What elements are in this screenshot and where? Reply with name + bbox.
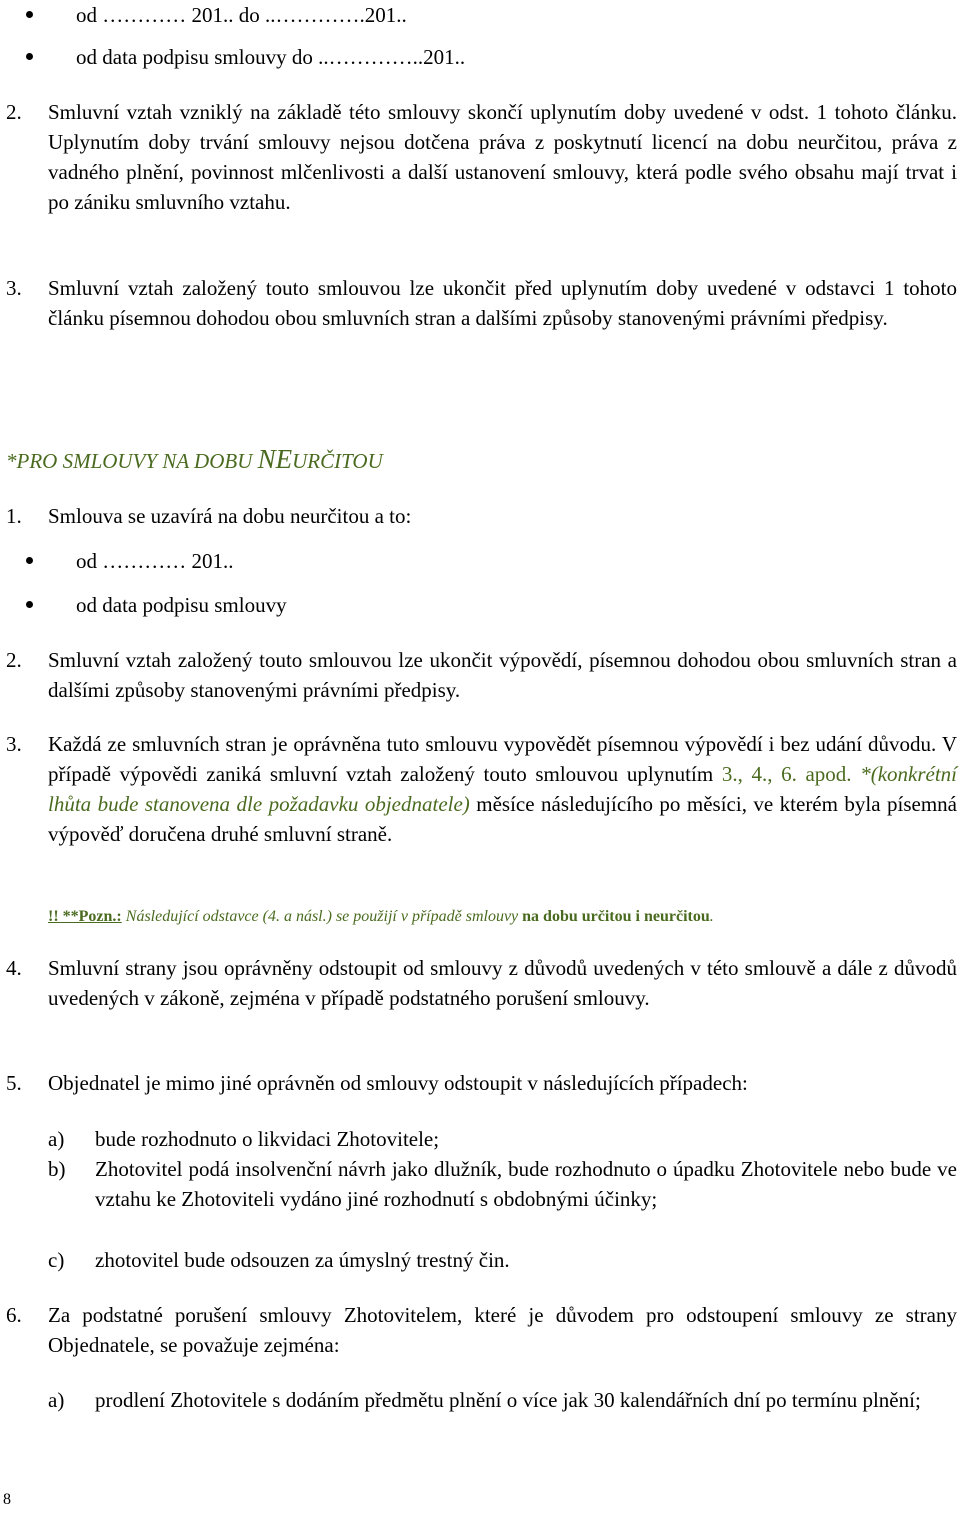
note: !! **Pozn.: Následující odstavce (4. a násl.) se použijí v případě smlouvy na dobu určitou i neurčitou. [48, 908, 714, 925]
paragraph-number: 4. [6, 956, 22, 980]
paragraph-number: 2. [6, 100, 22, 124]
list-item-label: b) [48, 1157, 66, 1181]
bullet-dot-icon [26, 53, 33, 60]
bullet-dot-icon [26, 601, 33, 608]
bullet-text: od ………… 201.. [76, 549, 234, 573]
paragraph-text: Smluvní vztah založený touto smlouvou lze ukončit výpovědí, písemnou dohodou obou smluvních stran a dalšími způsoby stanovenými právními předpisy. [48, 648, 957, 702]
bullet-text: od ………… 201.. do ..………….201.. [76, 3, 407, 27]
paragraph-text: Smluvní vztah založený touto smlouvou lze ukončit před uplynutím doby uvedené v odstavci 1 tohoto článku písemnou dohodou obou smluvních stran a dalšími způsoby stanovenými právními předpisy. [48, 276, 957, 330]
bullet-text: od data podpisu smlouvy do ..…………..201.. [76, 45, 466, 69]
bullet-text: od data podpisu smlouvy [76, 593, 287, 617]
bullet-item [0, 546, 960, 576]
list-item-text: zhotovitel bude odsouzen za úmyslný trestný čin. [95, 1248, 510, 1272]
paragraph-number: 6. [6, 1303, 22, 1327]
list-item-text: Zhotovitel podá insolvenční návrh jako dlužník, bude rozhodnuto o úpadku Zhotovitele nebo bude ve vztahu ke Zhotoviteli vydáno jiné rozhodnutí s obdobnými účinky; [95, 1157, 957, 1211]
bullet-item [0, 0, 960, 30]
paragraph-text: Smlouva se uzavírá na dobu neurčitou a to: [48, 504, 412, 528]
list-item-label: a) [48, 1127, 65, 1151]
page-number: 8 [3, 1491, 11, 1508]
list-item-label: c) [48, 1248, 65, 1272]
list-item-label: a) [48, 1388, 65, 1412]
list-item-text: bude rozhodnuto o likvidaci Zhotovitele; [95, 1127, 440, 1151]
bullet-item [0, 42, 960, 72]
paragraph-number: 3. [6, 276, 22, 300]
paragraph-text: Každá ze smluvních stran je oprávněna tuto smlouvu vypovědět písemnou výpovědí i bez udání důvodu. V případě výpovědi zaniká smluvní vztah založený touto smlouvou uplynutím 3., 4., 6. apod. *(konkrétní lhůta bude stanovena dle požadavku objednatele) měsíce následujícího po měsíci, ve kterém byla písemná výpověď doručena druhé smluvní straně. [48, 732, 957, 846]
bullet-dot-icon [26, 557, 33, 564]
paragraph-number: 1. [6, 504, 22, 528]
paragraph-number: 5. [6, 1071, 22, 1095]
paragraph-text: Objednatel je mimo jiné oprávněn od smlouvy odstoupit v následujících případech: [48, 1071, 748, 1095]
list-item-text: prodlení Zhotovitele s dodáním předmětu plnění o více jak 30 kalendářních dní po termínu plnění; [95, 1388, 921, 1412]
bullet-dot-icon [26, 11, 33, 18]
paragraph-text: Smluvní vztah vzniklý na základě této smlouvy skončí uplynutím doby uvedené v odst. 1 tohoto článku. Uplynutím doby trvání smlouvy nejsou dotčena práva z poskytnutí licencí na dobu neurčitou, práva z vadného plnění, povinnost mlčenlivosti a další ustanovení smlouvy, která podle svého obsahu mají trvat i po zániku smluvního vztahu. [48, 100, 957, 214]
paragraph-text: Za podstatné porušení smlouvy Zhotovitelem, které je důvodem pro odstoupení smlouvy ze strany Objednatele, se považuje zejména: [48, 1303, 957, 1357]
paragraph-number: 3. [6, 732, 22, 756]
paragraph-number: 2. [6, 648, 22, 672]
section-heading: *PRO SMLOUVY NA DOBU NEURČITOU [6, 444, 383, 474]
paragraph-text: Smluvní strany jsou oprávněny odstoupit od smlouvy z důvodů uvedených v této smlouvě a dále z důvodů uvedených v zákoně, zejména v případě podstatného porušení smlouvy. [48, 956, 957, 1010]
bullet-item [0, 590, 960, 620]
